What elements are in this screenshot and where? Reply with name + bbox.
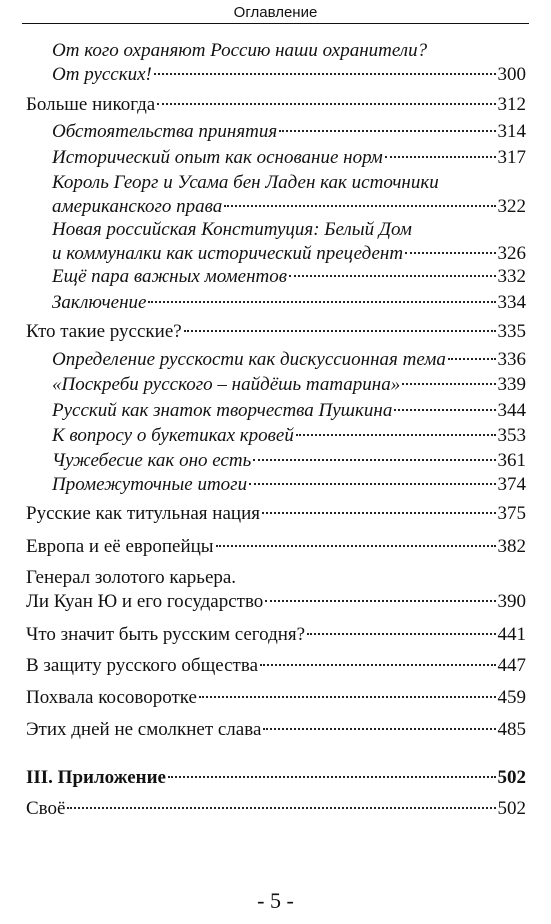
dot-leader: [199, 695, 496, 698]
toc-entry-line: [52, 264, 526, 290]
toc-entry-line: [52, 170, 526, 196]
toc-entry-title: К вопросу о букетиках кровей: [52, 425, 294, 446]
toc-entry-title: Своё: [26, 798, 66, 819]
toc-entry-title: Этих дней не смолкнет слава: [26, 719, 262, 740]
toc-page-number: 502: [497, 798, 526, 819]
toc-entry-title: Определение русскости как дискуссионная тема: [52, 349, 446, 370]
dot-leader: [265, 599, 495, 602]
running-header-title: Оглавление: [233, 4, 318, 21]
page-number: - 5 -: [257, 888, 294, 913]
dot-leader: [307, 632, 495, 635]
dot-leader: [405, 251, 495, 254]
toc-entry-line: [52, 217, 526, 243]
dot-leader: [448, 357, 496, 360]
toc-page-number: 336: [497, 349, 526, 370]
toc-entry-title: Европа и её европейцы: [26, 536, 214, 557]
dot-leader: [279, 129, 495, 132]
toc-entry-title: и коммуналки как исторический прецедент: [52, 243, 404, 264]
toc-page-number: 322: [497, 196, 526, 217]
toc-entry-line: [52, 347, 526, 373]
toc-page-number: 502: [497, 767, 526, 788]
toc-page-number: 312: [497, 94, 526, 115]
dot-leader: [154, 72, 496, 75]
toc-page-number: 441: [497, 624, 526, 645]
toc-entry-line: [26, 565, 526, 591]
dot-leader: [224, 204, 495, 207]
toc-entry-line: [52, 145, 526, 171]
dot-leader: [385, 155, 496, 158]
toc-entry-title: Обстоятельства принятия: [52, 121, 278, 142]
toc-entry-title: Новая российская Конституция: Белый Дом: [52, 219, 412, 240]
toc-page-number: 339: [497, 374, 526, 395]
dot-leader: [260, 663, 495, 666]
toc-page-number: 344: [497, 400, 526, 421]
toc-entry-line: [52, 290, 526, 316]
toc-page-number: 485: [497, 719, 526, 740]
toc-entry-title: Генерал золотого карьера.: [26, 567, 237, 588]
toc-page-number: 335: [497, 321, 526, 342]
toc-entry-line: [52, 372, 526, 398]
toc-entry-title: Промежуточные итоги: [52, 474, 248, 495]
toc-entry-line: [26, 92, 526, 118]
toc-entry-line: [26, 501, 526, 527]
dot-leader: [402, 382, 495, 385]
toc-entry-title: Исторический опыт как основание норм: [52, 147, 383, 168]
toc-page-number: 374: [497, 474, 526, 495]
running-header: [22, 0, 529, 24]
dot-leader: [168, 775, 496, 778]
toc-entry-line: [26, 765, 526, 791]
toc-entry-title: Кто такие русские?: [26, 321, 182, 342]
toc-page-number: 317: [497, 147, 526, 168]
toc-page-number: 332: [497, 266, 526, 287]
toc-page-number: 375: [497, 503, 526, 524]
toc-entry-line: [26, 589, 526, 615]
toc-entry-title: Чужебесие как оно есть: [52, 450, 252, 471]
toc-page-number: 382: [497, 536, 526, 557]
toc-entry-line: [26, 319, 526, 345]
toc-entry-line: [26, 653, 526, 679]
toc-entry-line: [52, 119, 526, 145]
toc-entry-title: Ещё пара важных моментов: [52, 266, 288, 287]
toc-page-number: 390: [497, 591, 526, 612]
toc-entry-line: [26, 796, 526, 822]
dot-leader: [263, 727, 495, 730]
toc-entry-title: Ли Куан Ю и его государство: [26, 591, 264, 612]
toc-entry-title: «Поскреби русского – найдёшь татарина»: [52, 374, 401, 395]
toc-entry-line: [26, 534, 526, 560]
toc-entry-title: От кого охраняют Россию наши охранители?: [52, 40, 428, 61]
dot-leader: [253, 458, 495, 461]
dot-leader: [289, 274, 495, 277]
toc-entry-title: Что значит быть русским сегодня?: [26, 624, 306, 645]
toc-page-number: 300: [497, 64, 526, 85]
dot-leader: [184, 329, 496, 332]
toc-entry-line: [52, 62, 526, 88]
dot-leader: [67, 806, 495, 809]
toc-entry-title: американского права: [52, 196, 223, 217]
toc-entry-title: Похвала косоворотке: [26, 687, 197, 708]
toc-page-number: 334: [497, 292, 526, 313]
toc-entry-title: От русских!: [52, 64, 152, 85]
dot-leader: [249, 482, 495, 485]
toc-entry-line: [52, 38, 526, 64]
dot-leader: [296, 433, 496, 436]
toc-entry-line: [52, 448, 526, 474]
toc-entry-title: В защиту русского общества: [26, 655, 259, 676]
toc-entry-line: [52, 472, 526, 498]
toc-entry-title: Больше никогда: [26, 94, 156, 115]
toc-entry-title: Король Георг и Усама бен Ладен как источники: [52, 172, 439, 193]
toc-entry-line: [26, 685, 526, 711]
dot-leader: [157, 102, 495, 105]
toc-page-number: 361: [497, 450, 526, 471]
toc-entry-line: [26, 622, 526, 648]
toc-page-number: 326: [497, 243, 526, 264]
toc-entry-title: Заключение: [52, 292, 147, 313]
toc-entry-title: Русский как знаток творчества Пушкина: [52, 400, 393, 421]
toc-page-number: 459: [497, 687, 526, 708]
toc-entry-title: III. Приложение: [26, 767, 166, 788]
dot-leader: [262, 511, 496, 514]
toc-page-number: 314: [497, 121, 526, 142]
dot-leader: [148, 300, 495, 303]
dot-leader: [394, 408, 495, 411]
toc-entry-title: Русские как титульная нация: [26, 503, 260, 524]
toc-entry-line: [26, 717, 526, 743]
toc-entry-line: [52, 398, 526, 424]
dot-leader: [216, 544, 496, 547]
toc-entry-line: [52, 423, 526, 449]
toc-page-number: 447: [497, 655, 526, 676]
toc-page-number: 353: [497, 425, 526, 446]
